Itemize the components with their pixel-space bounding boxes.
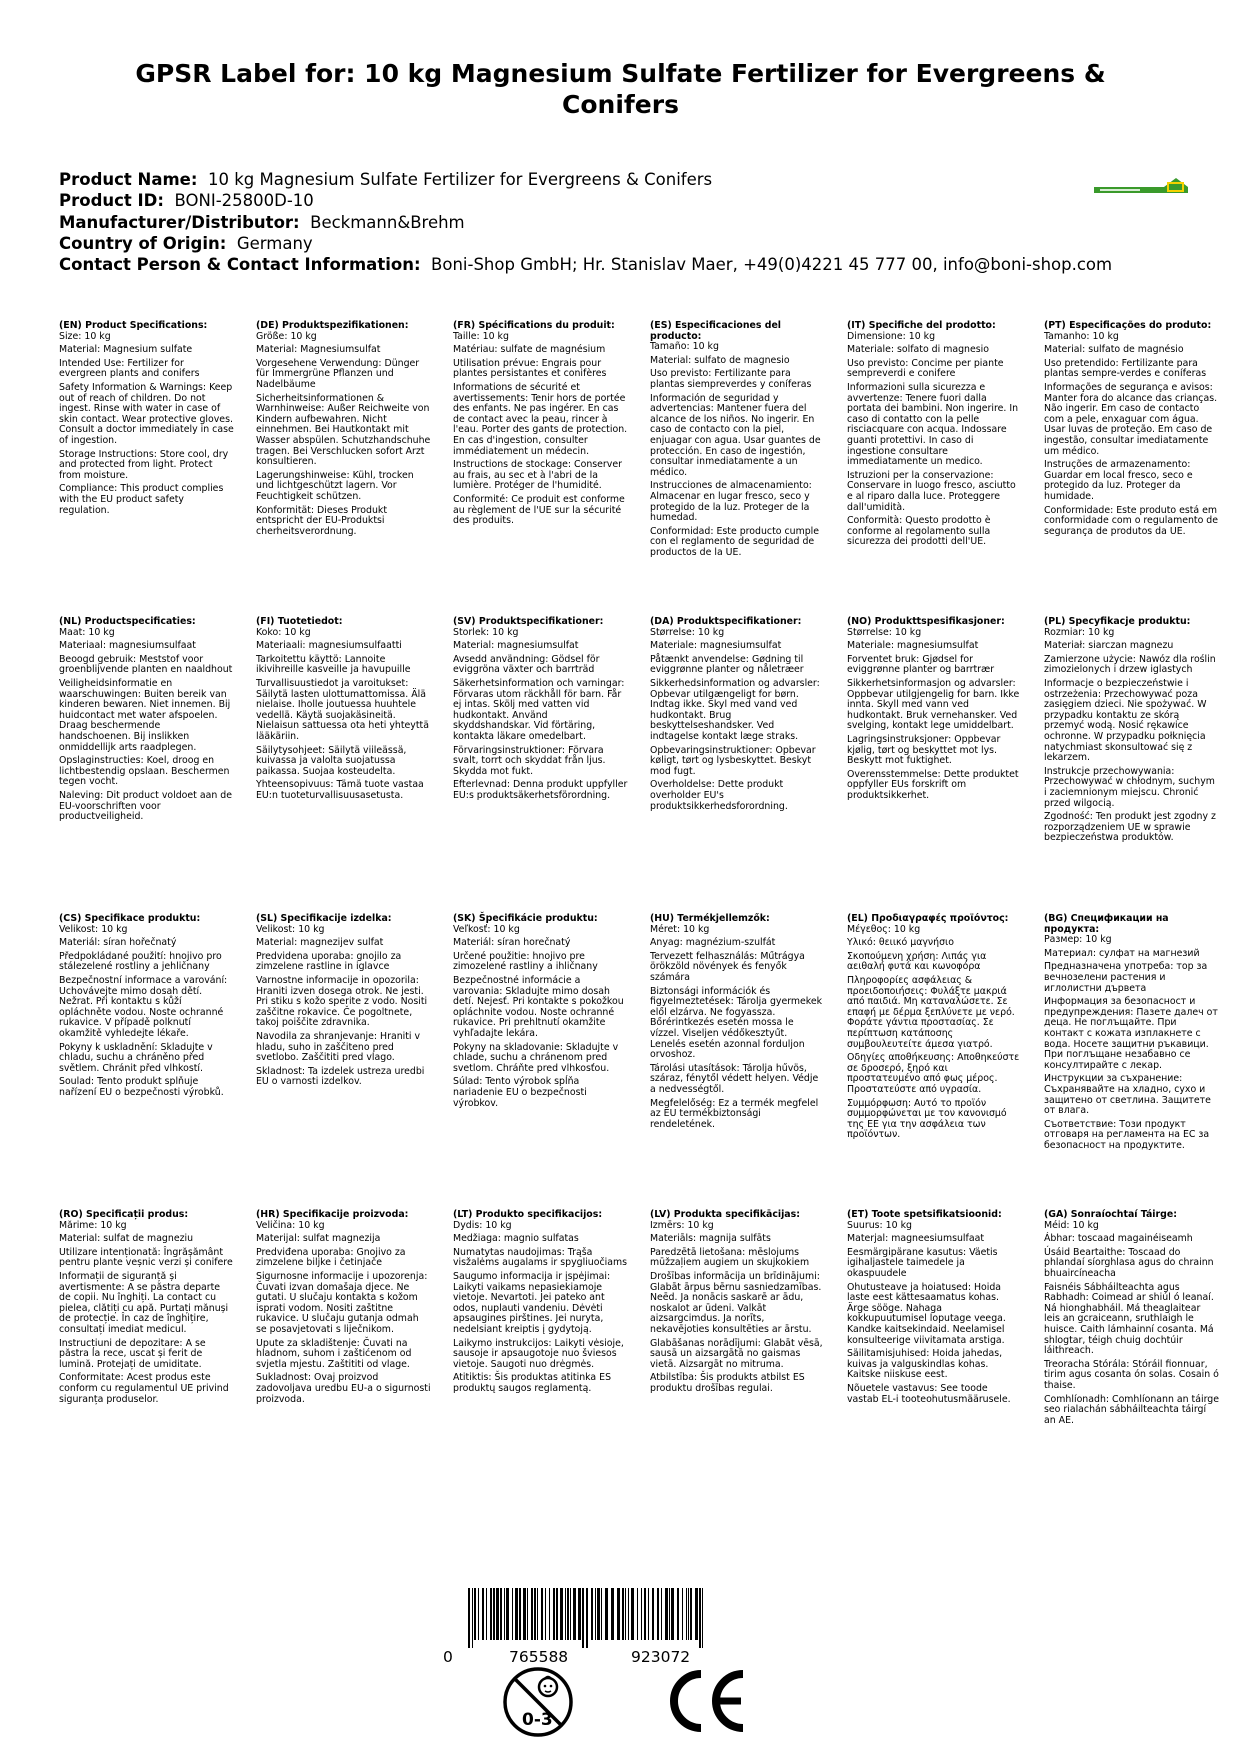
barcode-bar (631, 1588, 634, 1640)
svg-text:0-3: 0-3 (522, 1710, 553, 1730)
barcode-bar (534, 1588, 536, 1640)
barcode-bar (486, 1588, 487, 1640)
lang-section-it: (IT) Specifiche del prodotto: Dimensione: 10 kg Materiale: solfato di magnesio Uso previsto: Concime per piante sempreverdi e conifere Informazioni sulla sicurezza e avvertenze: Tenere fuori dalla portata dei bambini. Non ingerire. In caso di contatto con la pelle risciacquare con acqua. Indossare guanti protettivi. In caso di ingestione consultare immediatamente un medico. Istruzioni per la conservazione: Conservare in luogo fresco, asciutto e al riparo dalla luce. Proteggere dall'umidità. Conformità: Questo prodotto è conforme al regolamento sulla sicurezza dei prodotti dell'UE. (847, 320, 1019, 548)
barcode-bar (688, 1588, 689, 1640)
barcode-bar (537, 1588, 538, 1640)
barcode-bar (565, 1588, 566, 1640)
barcode-bar (637, 1588, 638, 1640)
lang-section-sv: (SV) Produktspecifikationer: Storlek: 10 kg Material: magnesiumsulfat Avsedd användning: Gödsel för eviggröna växter och barrträd Säkerhetsinformation och varningar: Förvaras utom räckhåll för barn. Får ej intas. Skölj med vatten vid hudkontakt. Använd skyddshandskar. Vid förtäring, kontakta läkare omedelbart. Förvaringsinstruktioner: Förvara svalt, torrt och skyddat från ljus. Skydda mot fukt. Efterlevnad: Denna produkt uppfyller EU:s produktsäkerhetsförordning. (453, 616, 628, 801)
lang-section-ga: (GA) Sonraíochtaí Táirge: Méid: 10 kg Ábhar: toscaad magainéiseamh Úsáid Beartaithe: Toscaad do phlandaí síorghlasa agus do chrainn bhuaircíneacha Faisnéis Sábháilteachta agus Rabhadh: Coimead ar shiúl ó leanaí. Ná hionghabháil. Má theaglaitear leis an gcraiceann, sruthlaigh le huisce. Caith lámhainní cosanta. Má shlogtar, téigh chuig dochtúir láithreach. Treoracha Stórála: Stóráil fionnuar, tirim agus cosanta ón solas. Cosain ó thaise. Comhlíonadh: Comhlíonann an táirge seo rialachán sábháilteachta táirgí an AE. (1044, 1209, 1219, 1426)
barcode-bar (570, 1588, 571, 1640)
barcode-bar (677, 1588, 679, 1640)
barcode-bar (625, 1588, 626, 1640)
barcode-bar (682, 1588, 683, 1640)
lang-section-pl: (PL) Specyfikacje produktu: Rozmiar: 10 kg Materiał: siarczan magnezu Zamierzone użycie: Nawóz dla roślin zimozielonych i drzew iglastych Informacje o bezpieczeństwie i ostrzeżenia: Przechowywać poza zasięgiem dzieci. Nie spożywać. W przypadku kontaktu ze skórą przemyć wodą. Nosić rękawice ochronne. W przypadku połknięcia natychmiast skonsultować się z lekarzem. Instrukcje przechowywania: Przechowywać w chłodnym, suchym i zaciemnionym miejscu. Chronić przed wilgocią. Zgodność: Ten produkt jest zgodny z rozporządzeniem UE w sprawie bezpieczeństwa produktów. (1044, 616, 1216, 844)
barcode-bar (661, 1588, 662, 1640)
lang-section-hu: (HU) Termékjellemzők: Méret: 10 kg Anyag: magnézium-szulfát Tervezett felhasználás: Műtrágya örökzöld növények és fenyők számára Biztonsági információk és figyelmeztetések: Tárolja gyermekek elől elzárva. Ne fogyassza. Bőrérintkezés esetén mossa le vízzel. Viseljen védőkesztyűt. Lenelés esetén azonnal forduljon orvoshoz. Tárolási utasítások: Tárolja hűvös, száraz, fénytől védett helyen. Védje a nedvességtől. Megfelelőség: Ez a termék megfelel az EU termékbiztonsági rendeletének. (650, 913, 823, 1130)
barcode-bar (628, 1588, 629, 1640)
lang-section-et: (ET) Toote spetsifikatsioonid: Suurus: 10 kg Materjal: magneesiumsulfaat Eesmärgipärane kasutus: Väetis igihaljastele taimedele ja okaspuudele Ohutusteave ja hoiatused: Hoida laste eest kättesaamatus kohas. Ärge sööge. Nahaga kokkupuutumisel loputage veega. Kandke kaitsekindaid. Neelamisel konsulteerige viivitamata arstiga. Säilitamisjuhised: Hoida jahedas, kuivas ja valguskindlas kohas. Kaitske niiskuse eest. Nõuetele vastavus: See toode vastab EL-i tooteohutusmäärusele. (847, 1209, 1011, 1405)
barcode-bar (665, 1588, 668, 1640)
lang-section-lt: (LT) Produkto specifikacijos: Dydis: 10 kg Medžiaga: magnio sulfatas Numatytas naudojimas: Trąša visžalėms augalams ir spygliuočiams Saugumo informacija ir įspėjimai: Laikyti vaikams nepasiekiamoje vietoje. Nevartoti. Jei pateko ant odos, nuplauti vandeniu. Dėvėti apsaugines pirštines. Jei nuryta, nedelsiant kreiptis į gydytoją. Laikymo instrukcijos: Laikyti vėsioje, sausoje ir apsaugotoje nuo šviesos vietoje. Saugoti nuo drėgmės. Atitiktis: Šis produktas atitinka ES produktų saugos reglamentą. (453, 1209, 627, 1394)
barcode-bar (504, 1588, 505, 1640)
lang-section-en: (EN) Product Specifications: Size: 10 kg Material: Magnesium sulfate Intended Use: Fertilizer for evergreen plants and conifers Safety Information & Warnings: Keep out of reach of children. Do not ingest. Rinse with water in case of skin contact. Wear protective gloves. Consult a doctor immediately in case of ingestion. Storage Instructions: Store cool, dry and protected from light. Protect from moisture. Compliance: This product complies with the EU product safety regulation. (59, 320, 234, 516)
barcode-bar (515, 1588, 518, 1640)
barcode-bar (702, 1588, 703, 1648)
barcode-bar (482, 1588, 484, 1640)
barcode-bar (641, 1588, 642, 1640)
info-contact: Contact Person & Contact Information: Boni-Shop GmbH; Hr. Stanislav Maer, +49(0)4221 45 777 00, info@boni-shop.com (59, 255, 1113, 275)
barcode-bar (468, 1588, 470, 1648)
barcode-bar (523, 1588, 526, 1640)
barcode-bar (545, 1588, 546, 1640)
lang-section-hr: (HR) Specifikacije proizvoda: Veličina: 10 kg Materijal: sulfat magnezija Predviđena uporaba: Gnojivo za zimzelene biljke i četinjače Sigurnosne informacije i upozorenja: Čuvati izvan domašaja djece. Ne gutati. U slučaju kontakta s kožom isprati vodom. Nositi zaštitne rukavice. U slučaju gutanja odmah se posavjetovati s liječnikom. Upute za skladištenje: Čuvati na hladnom, suhom i zaštićenom od svjetla mjestu. Zaštititi od vlage. Sukladnost: Ovaj proizvod zadovoljava uredbu EU-a o sigurnosti proizvoda. (256, 1209, 431, 1405)
lang-section-sk: (SK) Špecifikácie produktu: Veľkosť: 10 kg Materiál: síran horečnatý Určené použitie: hnojivo pre zimozelené rastliny a ihličnany Bezpečnostné informácie a varovania: Skladujte mimo dosah detí. Nejesť. Pri kontakte s pokožkou opláchnite vodou. Noste ochranné rukavice. Pri prehltnutí okamžite vyhľadajte lekára. Pokyny na skladovanie: Skladujte v chlade, suchu a chránenom pred svetlom. Chráňte pred vlhkosťou. Súlad: Tento výrobok spĺňa nariadenie EU o bezpečnosti výrobkov. (453, 913, 624, 1109)
barcode-bar (527, 1588, 528, 1640)
barcode-bar (622, 1588, 624, 1640)
lang-section-pt: (PT) Especificações do produto: Tamanho: 10 kg Material: sulfato de magnésio Uso pretendido: Fertilizante para plantas sempre-verdes e coníferas Informações de segurança e avisos: Manter fora do alcance das crianças. Não ingerir. Em caso de contacto com a pele, enxaguar com água. Usar luvas de proteção. Em caso de ingestão, consultar imediatamente um médico. Instruções de armazenamento: Guardar em local fresco, seco e protegido da luz. Proteger da humidade. Conformidade: Este produto está em conformidade com o regulamento de segurança de produtos da UE. (1044, 320, 1219, 537)
lang-section-lv: (LV) Produkta specifikācijas: Izmērs: 10 kg Materiāls: magnija sulfāts Paredzētā lietošana: mēslojums mūžzaļiem augiem un skujkokiem Drošības informācija un brīdinājumi: Glabāt ārpus bērnu sasniedzamības. Neēd. Ja nonācis saskarē ar ādu, noskalot ar ūdeni. Valkāt aizsargcimdus. Ja norīts, nekavējoties konsultēties ar ārstu. Glabāšanas norādījumi: Glabāt vēsā, sausā un aizsargātā no gaismas vietā. Aizsargāt no mitruma. Atbilstība: Šis produkts atbilst ES produktu drošības regulai. (650, 1209, 823, 1394)
barcode-bar (582, 1588, 584, 1648)
lang-section-nl: (NL) Productspecificaties: Maat: 10 kg Materiaal: magnesiumsulfaat Beoogd gebruik: Meststof voor groenblijvende planten en naaldhout Veiligheidsinformatie en waarschuwingen: Buiten bereik van kinderen bewaren. Niet innemen. Bij huidcontact met water afspoelen. Draag beschermende handschoenen. Bij inslikken onmiddellijk arts raadplegen. Opslaginstructies: Koel, droog en lichtbestendig opslaan. Beschermen tegen vocht. Naleving: Dit product voldoet aan de EU-voorschriften voor productveiligheid. (59, 616, 233, 823)
info-product-name: Product Name: 10 kg Magnesium Sulfate Fertilizer for Evergreens & Conifers (59, 170, 713, 189)
lang-section-es: (ES) Especificaciones del producto: Tamaño: 10 kg Material: sulfato de magnesio Uso previsto: Fertilizante para plantas siempreverdes y coníferas Información de seguridad y advertencias: Mantener fuera del alcance de los niños. No ingerir. En caso de contacto con la piel, enjuagar con agua. Usar guantes de protección. En caso de ingestión, consultar inmediatamente a un médico. Instrucciones de almacenamiento: Almacenar en lugar fresco, seco y protegido de la luz. Proteger de la humedad. Conformidad: Este producto cumple con el reglamento de seguridad de productos de la UE. (650, 320, 821, 558)
brand-logo (1094, 175, 1188, 197)
barcode-bar (695, 1588, 698, 1640)
barcode-bar (657, 1588, 659, 1640)
barcode-bar (686, 1588, 687, 1640)
barcode-bar (553, 1588, 555, 1640)
barcode-bar (493, 1588, 495, 1640)
barcode-bar (617, 1588, 620, 1640)
lang-section-no: (NO) Produkttspesifikasjoner: Størrelse: 10 kg Materiale: magnesiumsulfat Forventet bruk: Gjødsel for eviggrønne planter og barrtrær Sikkerhetsinformasjon og advarsler: Oppbevar utilgjengelig for barn. Ikke innta. Skyll med vann ved hudkontakt. Bruk vernehansker. Ved svelging, kontakt lege umiddelbart. Lagringsinstruksjoner: Oppbevar kjølig, tørt og beskyttet mot lys. Beskytt mot fuktighet. Overensstemmelse: Dette produktet oppfyller EUs forskrift om produktsikkerhet. (847, 616, 1020, 801)
barcode-bar (605, 1588, 608, 1640)
barcode-bar (578, 1588, 581, 1640)
barcode-bar (567, 1588, 569, 1640)
barcode-bar (597, 1588, 600, 1640)
barcode-bar (556, 1588, 558, 1640)
barcode-bar (531, 1588, 533, 1640)
lang-section-cs: (CS) Specifikace produktu: Velikost: 10 kg Materiál: síran hořečnatý Předpokládané použití: hnojivo pro stálezelené rostliny a jehličnany Bezpečnostní informace a varování: Uchovávejte mimo dosah dětí. Nežrat. Při kontaktu s kůží opláchněte vodou. Noste ochranné rukavice. V případě polknutí okamžitě vyhledejte lékaře. Pokyny k uskladnění: Skladujte v chladu, suchu a chráněno před světlem. Chránit před vlhkostí. Soulad: Tento produkt splňuje nařízení EU o bezpečnosti výrobků. (59, 913, 228, 1098)
barcode-bar (586, 1588, 588, 1648)
barcode-bar (500, 1588, 502, 1640)
barcode-bar (690, 1588, 692, 1640)
barcode-bar (549, 1588, 550, 1640)
ce-mark-icon (665, 1668, 748, 1734)
barcode-bar (648, 1588, 649, 1640)
barcode-bar (669, 1588, 670, 1640)
lang-section-bg: (BG) Спецификации на продукта: Размер: 10 kg Материал: сулфат на магнезий Предназначена употреба: тор за вечнозелени растения и иглолистни дървета Информация за безопасност и предупреждения: Пазете далеч от деца. Не поглъщайте. При контакт с кожата изплакнете с вода. Носете защитни ръкавици. При поглъщане незабавно се консултирайте с лекар. Инструкции за съхранение: Съхранявайте на хладно, сухо и защитено от светлина. Защитете от влага. Съответствие: Този продукт отговаря на регламента на ЕС за безопасност на продуктите. (1044, 913, 1218, 1151)
lang-section-el: (EL) Προδιαγραφές προϊόντος: Μέγεθος: 10 kg Υλικό: θειικό μαγνήσιο Σκοπούμενη χρήση: Λιπάς για αειθαλή φυτά και κωνοφόρα Πληροφορίες ασφάλειας & προειδοποιήσεις: Φυλάξτε μακριά από παιδιά. Μη καταναλώσετε. Σε επαφή με δέρμα ξεπλύνετε με νερό. Φοράτε γάντια προστασίας. Σε περίπτωση κατάποσης συμβουλευτείτε άμεσα γιατρό. Οδηγίες αποθήκευσης: Αποθηκεύστε σε δροσερό, ξηρό και προστατευμένο από φως μέρος. Προστατεύστε από υγρασία. Συμμόρφωση: Αυτό το προϊόν συμμορφώνεται με τον κανονισμό της ΕΕ για την ασφάλεια των προϊόντων. (847, 913, 1020, 1141)
barcode-bar (671, 1588, 674, 1640)
barcode-bar (573, 1588, 576, 1640)
barcode-bar (611, 1588, 614, 1640)
lang-section-de: (DE) Produktspezifikationen: Größe: 10 kg Material: Magnesiumsulfat Vorgesehene Verwendung: Dünger für Immergrüne Pflanzen und Nadelbäume Sicherheitsinformationen & Warnhinweise: Außer Reichweite von Kindern aufbewahren. Nicht einnehmen. Bei Hautkontakt mit Wasser abspülen. Schutzhandschuhe tragen. Bei Verschlucken sofort Arzt konsultieren. Lagerungshinweise: Kühl, trocken und lichtgeschützt lagern. Vor Feuchtigkeit schützen. Konformität: Dieses Produkt entspricht der EU-Produktsi cherheitsverordnung. (256, 320, 431, 537)
barcode-digits-left: 765588 (509, 1648, 569, 1666)
product-info (59, 169, 1112, 275)
barcode-bar (474, 1588, 476, 1640)
barcode-bar (591, 1588, 593, 1640)
lang-section-fr: (FR) Spécifications du produit: Taille: 10 kg Matériau: sulfate de magnésium Utilisation prévue: Engrais pour plantes persistantes et conifères Informations de sécurité et avertissements: Tenir hors de portée des enfants. Ne pas ingérer. En cas de contact avec la peau, rincer à l'eau. Porter des gants de protection. En cas d'ingestion, consulter immédiatement un médecin. Instructions de stockage: Conserver au frais, au sec et à l'abri de la lumière. Protéger de l'humidité. Conformité: Ce produit est conforme au règlement de l'UE sur la sécurité des produits. (453, 320, 628, 527)
info-manufacturer: Manufacturer/Distributor: Beckmann&Brehm (59, 212, 465, 232)
barcode-digits-right: 923072 (631, 1648, 691, 1666)
not-for-children-0-3-icon (502, 1663, 574, 1741)
barcode-digit-first: 0 (443, 1648, 453, 1666)
barcode-bar (644, 1588, 646, 1640)
lang-section-ro: (RO) Specificații produs: Mărime: 10 kg Material: sulfat de magneziu Utilizare intenționată: Îngrășământ pentru plante veșnic verzi și conifere Informații de siguranță și avertismente: A se păstra departe de copii. Nu înghiți. La contact cu pielea, clătiți cu apă. Purtați mănuși de protecție. În caz de înghițire, consultați imediat medicul. Instrucțiuni de depozitare: A se păstra la rece, uscat și ferit de lumină. Protejați de umiditate. Conformitate: Acest produs este conform cu regulamentul UE privind siguranța produselor. (59, 1209, 233, 1405)
barcode-bar (541, 1588, 543, 1640)
barcode-bar (595, 1588, 596, 1640)
barcode-bar (519, 1588, 521, 1640)
barcode-bar (601, 1588, 602, 1640)
info-product-id: Product ID: BONI-25800D-10 (59, 191, 314, 211)
barcode-bar (652, 1588, 654, 1640)
lang-section-da: (DA) Produktspecifikationer: Størrelse: 10 kg Materiale: magnesiumsulfat Påtænkt anvendelse: Gødning til eviggrønne planter og nåletræer Sikkerhedsinformation og advarsler: Opbevar utilgængeligt for børn. Indtag ikke. Skyl med vand ved hudkontakt. Brug beskyttelseshandsker. Ved indtagelse kontakt læge straks. Opbevaringsinstruktioner: Opbevar køligt, tørt og lysbeskyttet. Beskyt mod fugt. Overholdelse: Dette produkt overholder EU's produktsikkerhedsforordning. (650, 616, 820, 812)
barcode-bar (699, 1588, 701, 1648)
barcode-bar (512, 1588, 513, 1640)
lang-section-sl: (SL) Specifikacije izdelka: Velikost: 10 kg Material: magnezijev sulfat Predvidena uporaba: gnojilo za zimzelene rastline in iglavce Varnostne informacije in opozorila: Hraniti izven dosega otrok. Ne jesti. Pri stiku s kožo sperite z vodo. Nositi zaščitne rokavice. Če pogoltnete, takoj poiščite zdravnika. Navodila za shranjevanje: Hraniti v hladu, suho in zaščiteno pred svetlobo. Zaščititi pred vlago. Skladnost: Ta izdelek ustreza uredbi EU o varnosti izdelkov. (256, 913, 428, 1088)
lang-section-fi: (FI) Tuotetiedot: Koko: 10 kg Materiaali: magnesiumsulfaatti Tarkoitettu käyttö: Lannoite ikivihreille kasveille ja havupuille Turvallisuustiedot ja varoitukset: Säilytä lasten ulottumattomissa. Älä nielaise. Iholle joutuessa huuhtele vedellä. Käytä suojakäsineitä. Nielaisun sattuessa ota heti yhteyttä lääkäriin. Säilytysohjeet: Säilytä viileässä, kuivassa ja valolta suojatussa paikassa. Suojaa kosteudelta. Yhteensopivuus: Tämä tuote vastaa EU:n tuoteturvallisuusasetusta. (256, 616, 429, 801)
barcode-bar (490, 1588, 492, 1640)
barcode-bar (478, 1588, 479, 1640)
barcode-bar (560, 1588, 563, 1640)
barcode-bar (472, 1588, 473, 1648)
barcode (468, 1588, 706, 1648)
page-title: GPSR Label for: 10 kg Magnesium Sulfate Fertilizer for Evergreens & Conifers (135, 59, 1106, 119)
barcode-bar (506, 1588, 509, 1640)
barcode-bar (496, 1588, 499, 1640)
info-country: Country of Origin: Germany (59, 233, 313, 253)
